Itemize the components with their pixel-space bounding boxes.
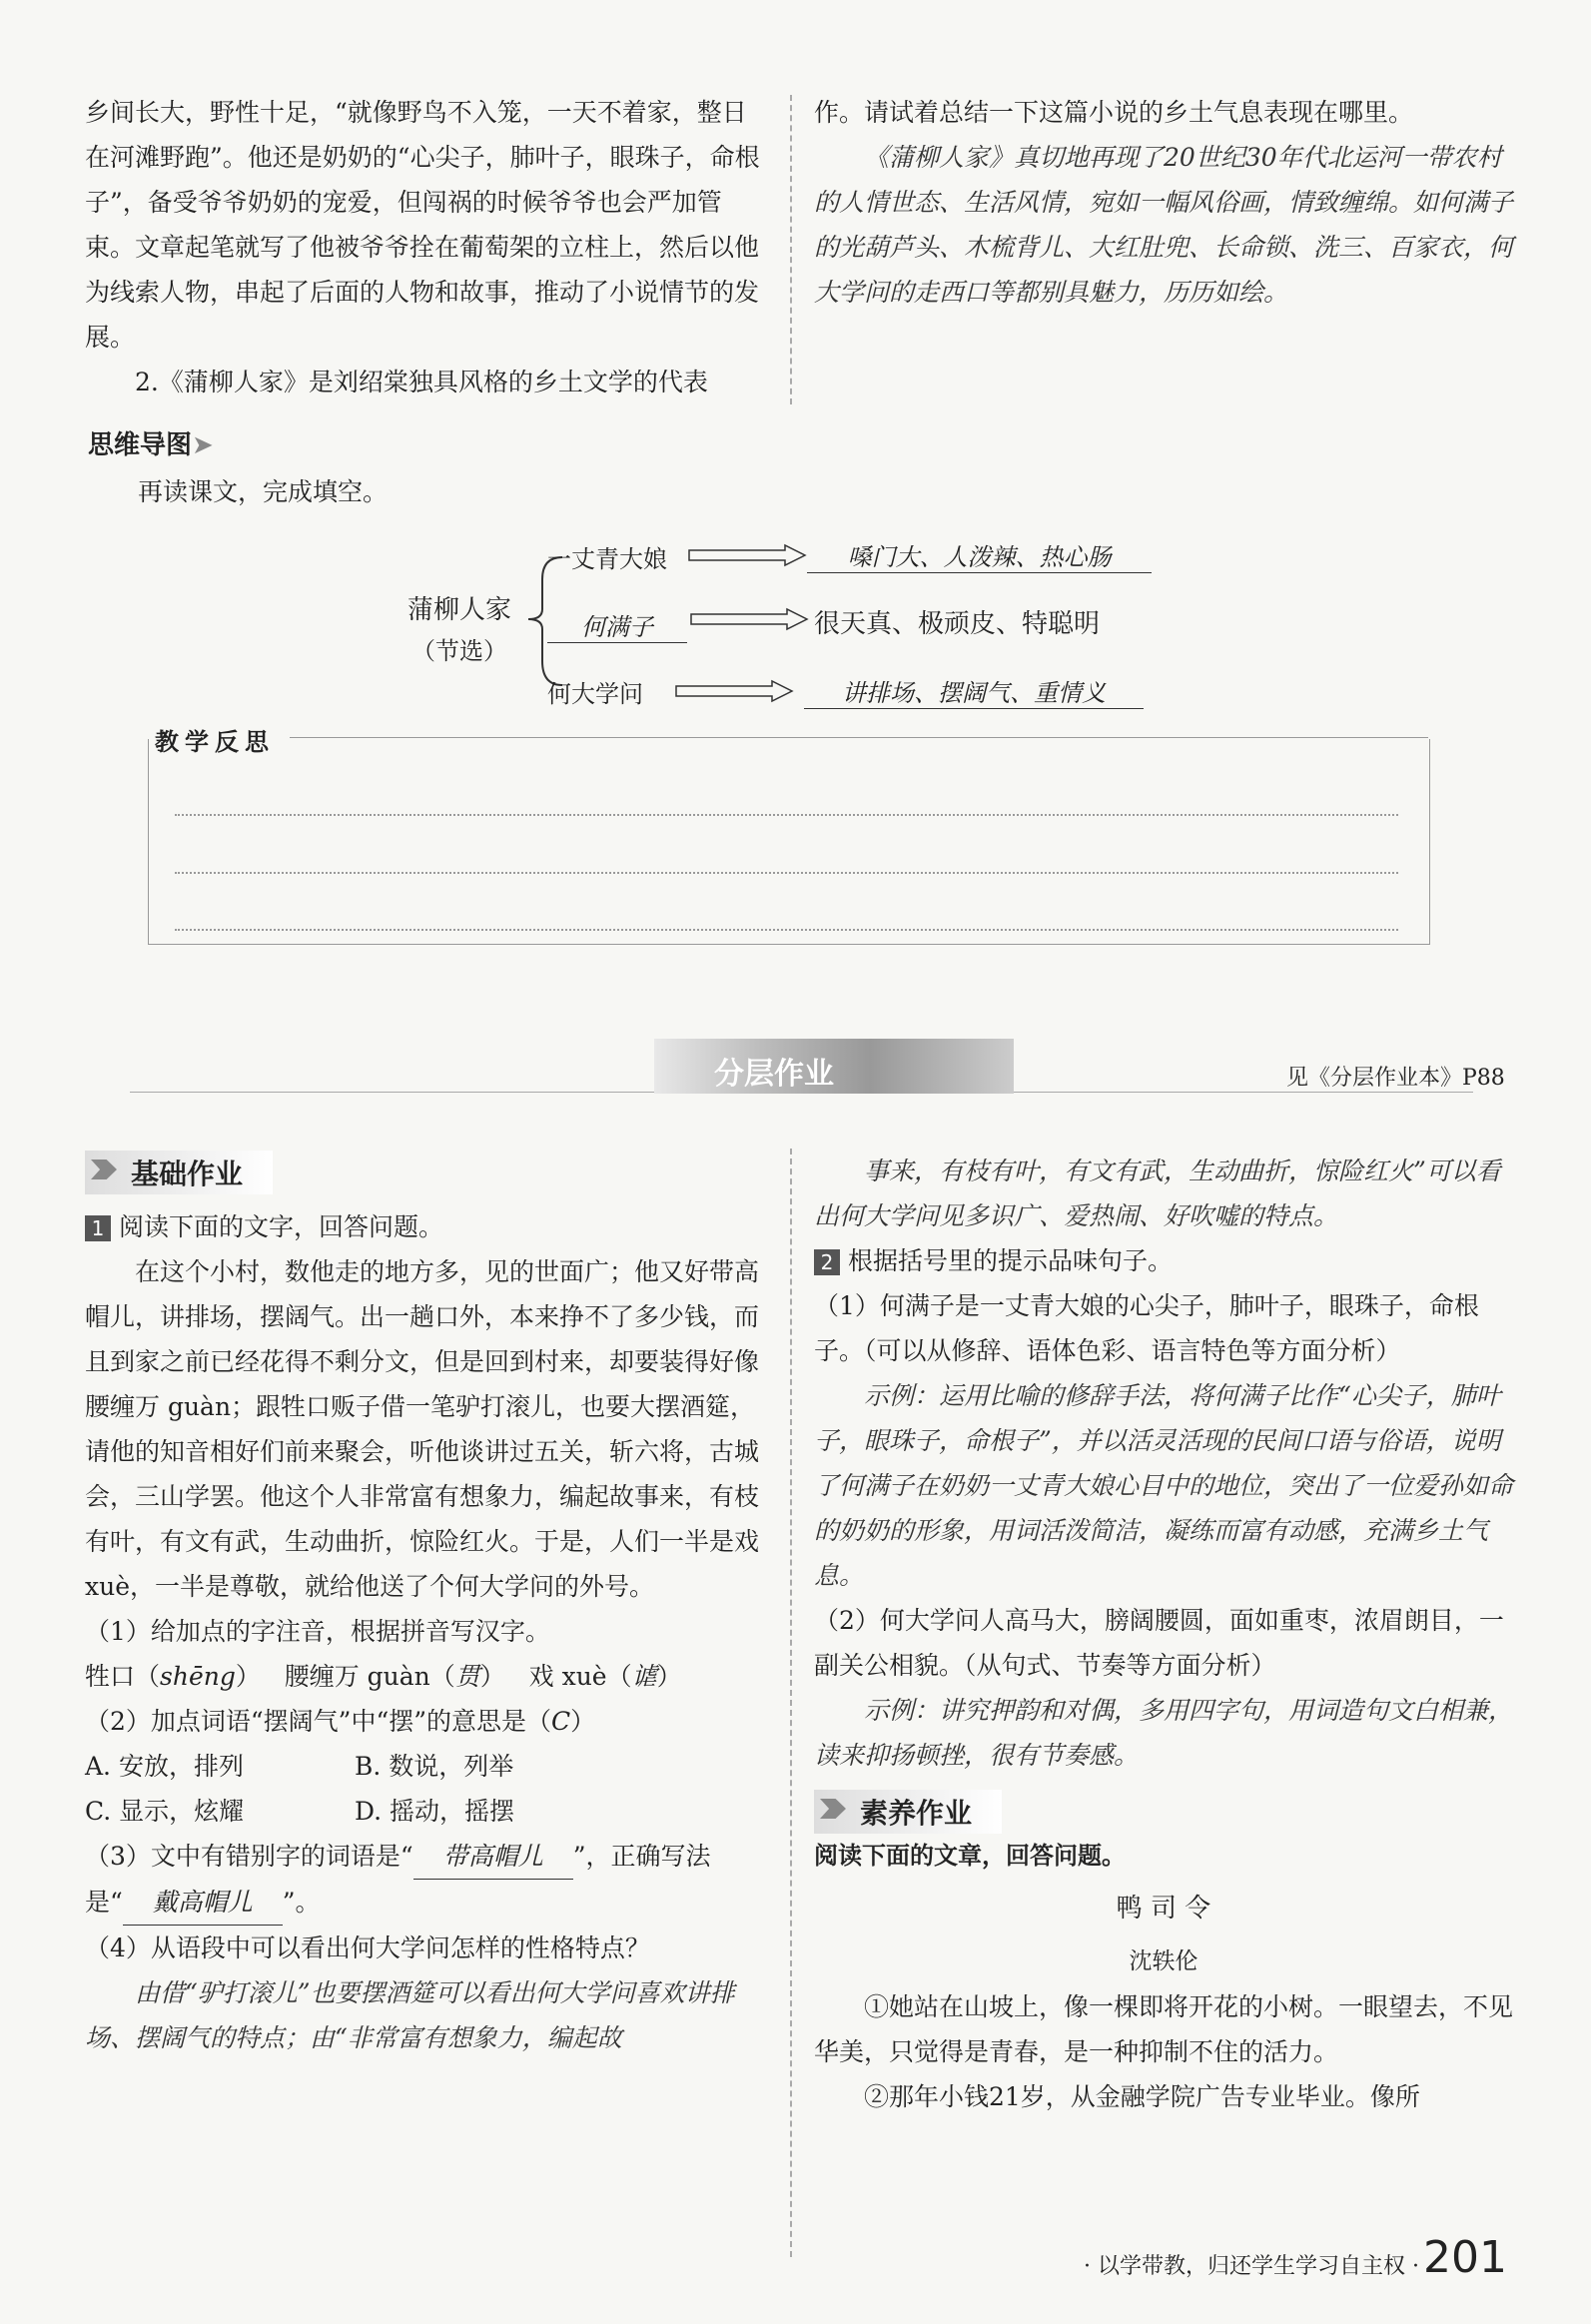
answer: shēng (160, 1662, 236, 1691)
article-paragraph: ②那年小钱21岁，从金融学院广告专业毕业。像所 (864, 2082, 1420, 2111)
arrow-icon (689, 607, 809, 631)
answer: 贯 (454, 1662, 480, 1691)
option: A. 安放，排列 (85, 1752, 244, 1781)
banner (654, 1039, 1014, 1094)
reading-instruction: 阅读下面的文章，回答问题。 (814, 1842, 1126, 1870)
reflection-line[interactable] (175, 929, 1398, 931)
arrow-icon (674, 679, 794, 703)
question-2: 2 根据括号里的提示品味句子。 (814, 1238, 1513, 1283)
option: D. 摇动，摇摆 (355, 1797, 515, 1826)
answer-paragraph: 由借“驴打滚儿”也要摆酒筵可以看出何大学问喜欢讲排场、摆阔气的特点；由“非常富有想象力，编起故 (85, 1978, 735, 2052)
sub-question-1: （1）给加点的字注音，根据拼音写汉字。 (85, 1617, 550, 1646)
banner-title: 分层作业 (714, 1057, 834, 1092)
banner-ref: 见《分层作业本》P88 (1286, 1066, 1505, 1091)
options-row (85, 1789, 774, 1834)
answer: 谑 (631, 1662, 657, 1691)
passage: 在这个小村，数他走的地方多，见的世面广；他又好带高帽儿，讲排场，摆阔气。出一趟口外，本来挣不了多少钱，而且到家之前已经花得不剩分文，但是回到村来，却要装得好像腰缠万 guàn；跟牲口贩子借一笔驴打滚儿，也要大摆酒筵，请他的知音相好们前来聚会，听他谈讲过五关，斩六将，古城会，三山学罢。他这个人非常富有想象力，编起故事来，有枝有叶，有文有武，生动曲折，惊险红火。于是，人们一半是戏 xuè，一半是尊敬，就给他送了个何大学问的外号。 (85, 1257, 760, 1601)
top-right-column (814, 90, 1513, 315)
page-number: 201 (1423, 2232, 1507, 2283)
footer-motto: · 以学带教，归还学生学习自主权 · (1084, 2254, 1419, 2279)
sub-question: （1）何满子是一丈青大娘的心尖子，肺叶子，眼珠子，命根子。（可以从修辞、语体色彩、语言特色等方面分析） (814, 1291, 1479, 1365)
question-1: 1 阅读下面的文字，回答问题。 (85, 1204, 774, 1249)
mindmap-branch-2-name: 何满子 (547, 607, 687, 643)
sub-question-3: （3）文中有错别字的词语是“ 带高帽儿 ”，正确写法 是“ 戴高帽儿 ”。 (85, 1834, 774, 1926)
mindmap-branch-3-traits: 讲排场、摆阔气、重情义 (804, 673, 1144, 709)
options-row (85, 1744, 774, 1789)
mindmap-heading: 思维导图➤ (88, 430, 214, 460)
mindmap-branch-1-traits: 嗓门大、人泼辣、热心肠 (807, 537, 1152, 573)
answer-paragraph: 《蒲柳人家》真切地再现了20世纪30年代北运河一带农村的人情世态、生活风情，宛如一幅风俗画，情致缠绵。如何满子的光葫芦头、木梳背儿、大红肚兜、长命锁、洗三、百家衣，何大学问的走西口等都别具魅力，历历如绘。 (814, 143, 1514, 307)
reflection-title: 教学反思 (155, 728, 275, 756)
article-author: 沈轶伦 (1129, 1948, 1198, 1974)
reflection-line[interactable] (175, 814, 1398, 816)
right-column (814, 1149, 1513, 2119)
sub-question-2: （2）加点词语“摆阔气”中“摆”的意思是（C） (85, 1707, 596, 1736)
option: C. 显示，炫耀 (85, 1797, 245, 1826)
column-divider (790, 1149, 792, 2257)
sub-question-1-answers: 牲口（shēng） 腰缠万 guàn（贯） 戏 xuè（谑） (85, 1662, 682, 1691)
arrow-icon (687, 543, 807, 567)
mindmap-instruction: 再读课文，完成填空。 (138, 477, 389, 506)
mindmap-root-sub: （节选） (411, 637, 507, 665)
reflection-top-rule (290, 737, 1428, 738)
section-tag: 素养作业 (814, 1790, 1002, 1834)
reflection-box (148, 739, 1430, 945)
mindmap-branch-1-name: 一丈青大娘 (547, 545, 667, 573)
top-left-column (85, 90, 769, 404)
question-number: 2 (814, 1249, 840, 1275)
question-number: 1 (85, 1215, 111, 1241)
answer-paragraph: 示例：讲究押韵和对偶，多用四字句，用词造句文白相兼，读来抑扬顿挫，很有节奏感。 (814, 1696, 1514, 1770)
answer-blank: 戴高帽儿 (123, 1880, 283, 1926)
mindmap-branch-3-name: 何大学问 (547, 680, 643, 708)
article-title: 鸭 司 令 (1116, 1894, 1211, 1924)
column-divider (790, 95, 792, 404)
basic-homework (85, 1151, 774, 2060)
answer-paragraph: 事来，有枝有叶，有文有武，生动曲折，惊险红火”可以看出何大学问见多识广、爱热闹、好吹嘘的特点。 (814, 1157, 1501, 1230)
reflection-line[interactable] (175, 872, 1398, 874)
answer-blank: 带高帽儿 (413, 1834, 573, 1880)
option: B. 数说，列举 (355, 1752, 514, 1781)
paragraph: 作。请试着总结一下这篇小说的乡土气息表现在哪里。 (814, 98, 1414, 127)
sub-question-4: （4）从语段中可以看出何大学问怎样的性格特点？ (85, 1934, 650, 1962)
paragraph: 2.《蒲柳人家》是刘绍棠独具风格的乡土文学的代表 (135, 368, 708, 396)
sub-question: （2）何大学问人高马大，膀阔腰圆，面如重枣，浓眉朗目，一副关公相貌。（从句式、节奏等方面分析） (814, 1606, 1504, 1680)
section-tag: 基础作业 (85, 1151, 273, 1194)
mindmap-root: 蒲柳人家 (407, 595, 512, 625)
answer: C (551, 1707, 571, 1736)
answer-paragraph: 示例：运用比喻的修辞手法，将何满子比作“心尖子，肺叶子，眼珠子，命根子”，并以活灵活现的民间口语与俗语，说明了何满子在奶奶一丈青大娘心目中的地位，突出了一位爱孙如命的奶奶的形象，用词活泼简洁，凝练而富有动感，充满乡土气息。 (814, 1381, 1514, 1590)
article-paragraph: ①她站在山坡上，像一棵即将开花的小树。一眼望去，不见华美，只觉得是青春，是一种抑制不住的活力。 (814, 1992, 1514, 2066)
paragraph: 乡间长大，野性十足，“就像野鸟不入笼，一天不着家，整日在河滩野跑”。他还是奶奶的“心尖子，肺叶子，眼珠子，命根子”，备受爷爷奶奶的宠爱，但闯祸的时候爷爷也会严加管束。文章起笔就写了他被爷爷拴在葡萄架的立柱上，然后以他为线索人物，串起了后面的人物和故事，推动了小说情节的发展。 (85, 98, 760, 352)
mindmap-branch-2-traits: 很天真、极顽皮、特聪明 (814, 609, 1101, 639)
